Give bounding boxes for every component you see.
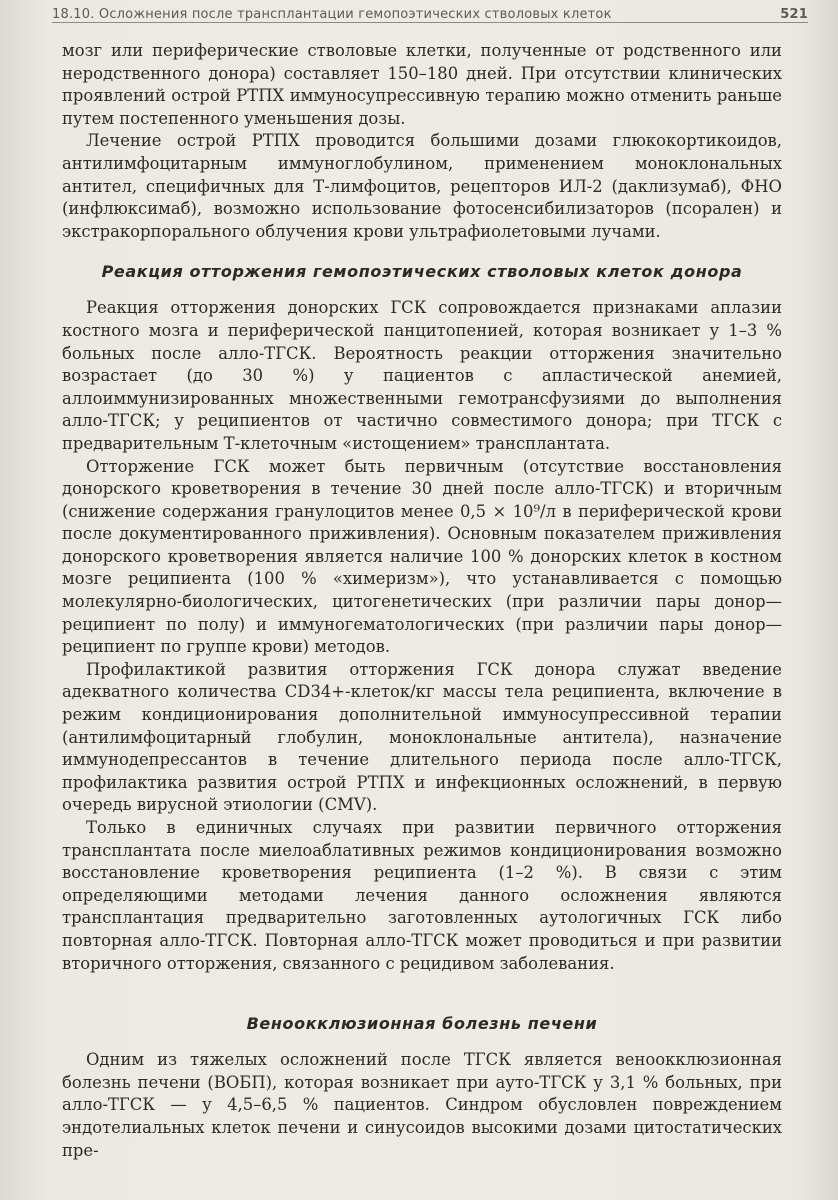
running-head xyxy=(52,0,808,23)
paragraph: мозг или периферические стволовые клетки, полученные от родственного или неродственного донора) составляет 150–180 дней. При отсутствии клинических проявлений острой РТПХ иммуносупрессивную терапию можно отменить раньше путем постепенного уменьшения дозы. xyxy=(62,41,782,128)
section-heading-wrapper xyxy=(62,251,782,291)
page-body xyxy=(62,40,782,1162)
paragraph: Отторжение ГСК может быть первичным (отсутствие восстановления донорского кроветворения в течение 30 дней после алло-ТГСК) и вторичным (снижение содержания гранулоцитов менее 0,5 × 10⁹/л в периферической крови после документированного приживления). Основным показателем приживления донорского кроветворения является наличие 100 % донорских клеток в костном мозге реципиента (100 % «химеризм»), что устанавливается с помощью молекулярно-биологических, цитогенетических (при различии пары донор—реципиент по полу) и иммуногематологических (при различии пары донор—реципиент по группе крови) методов. xyxy=(62,456,782,657)
paragraph: Профилактикой развития отторжения ГСК донора служат введение адекватного количества CD34+-клеток/кг массы тела реципиента, включение в режим кондиционирования дополнительной иммуносупрессивной терапии (антилимфоцитарный глобулин, моноклональные антитела), назначение иммунодепрессантов в течение длительного периода после алло-ТГСК, профилактика развития острой РТПХ и инфекционных осложнений, в первую очередь вирусной этиологии (CMV). xyxy=(62,659,782,815)
paragraph: Только в единичных случаях при развитии первичного отторжения трансплантата после миелоаблативных режимов кондиционирования возможно восстановление кроветворения реципиента (1–2 %). В связи с этим определяющими методами лечения данного осложнения являются трансплантация предварительно заготовленных аутологичных ГСК либо повторная алло-ТГСК. Повторная алло-ТГСК может проводиться и при развитии вторичного отторжения, связанного с рецидивом заболевания. xyxy=(62,818,782,973)
running-head-title: 18.10. Осложнения после трансплантации гемопоэтических стволовых клеток xyxy=(52,7,612,22)
page-number: 521 xyxy=(780,7,808,22)
section-heading-wrapper xyxy=(62,1003,782,1043)
paragraph: Реакция отторжения донорских ГСК сопровождается признаками аплазии костного мозга и периферической панцитопенией, которая возникает у 1–3 % больных после алло-ТГСК. Вероятность реакции отторжения значительно возрастает (до 30 %) у пациентов с апластической анемией, аллоиммунизированных множественными гемотрансфузиями до выполнения алло-ТГСК; у реципиентов от частично совместимого донора; при ТГСК с предварительным Т-клеточным «истощением» трансплантата. xyxy=(62,298,782,453)
paragraph: Лечение острой РТПХ проводится большими дозами глюкокортикоидов, антилимфоцитарным иммуноглобулином, применением моноклональных антител, специфичных для Т-лимфоцитов, рецепторов ИЛ-2 (даклизумаб), ФНО (инфлюксимаб), возможно использование фотосенсибилизаторов (псорален) и экстракорпорального облучения крови ультрафиолетовыми лучами. xyxy=(62,131,782,241)
section-heading-veno-occlusive-disease: Веноокклюзионная болезнь печени xyxy=(246,1013,598,1033)
paragraph: Одним из тяжелых осложнений после ТГСК является веноокклюзионная болезнь печени (ВОБП), которая возникает при ауто-ТГСК у 3,1 % больных, при алло-ТГСК — у 4,5–6,5 % пациентов. Синдром обусловлен повреждением эндотелиальных клеток печени и синусоидов высокими дозами цитостатических пре- xyxy=(62,1050,782,1160)
section-heading-graft-rejection: Реакция отторжения гемопоэтических стволовых клеток донора xyxy=(101,261,743,281)
